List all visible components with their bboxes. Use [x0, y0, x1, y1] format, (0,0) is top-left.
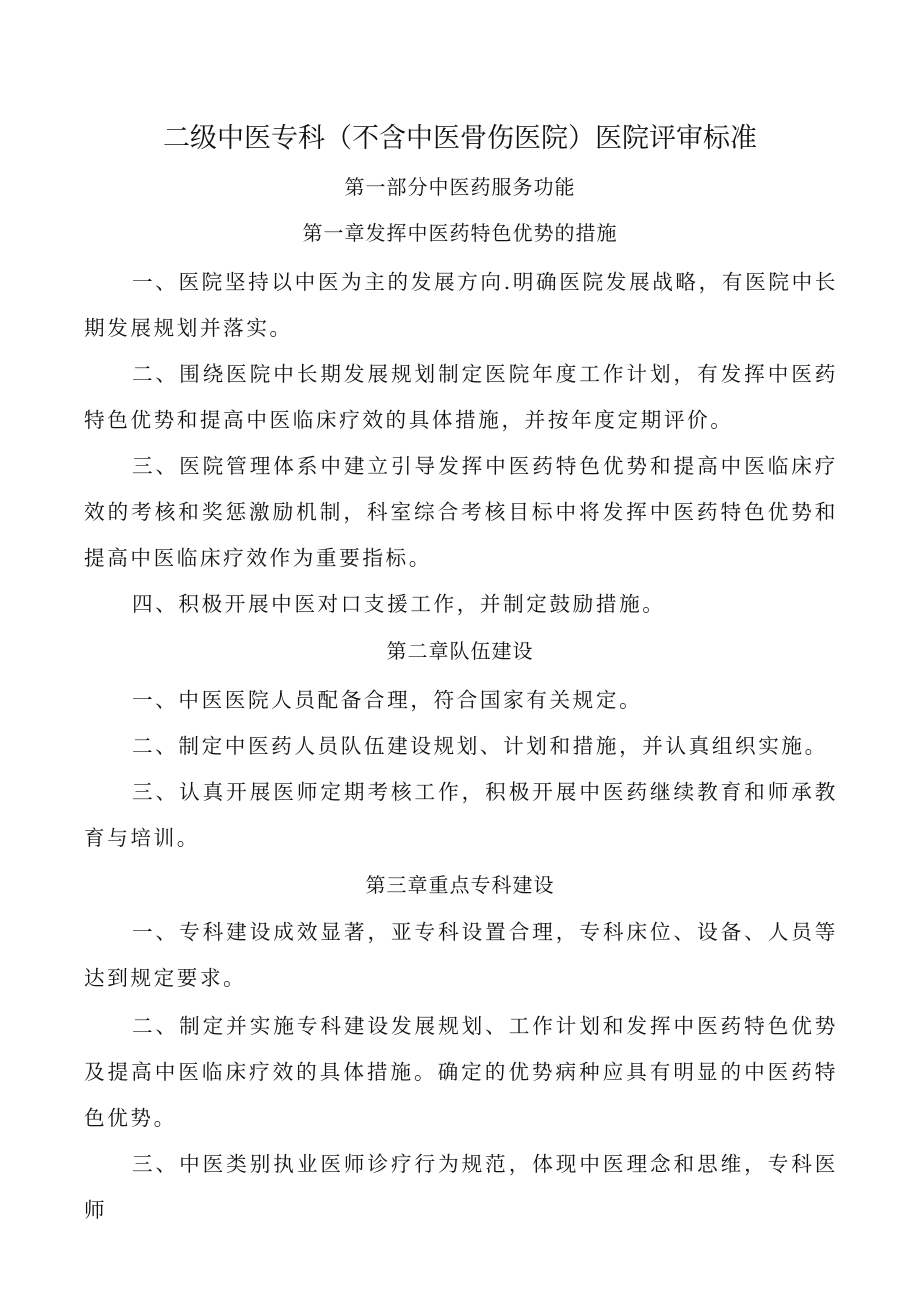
part-heading: 第一部分中医药服务功能 [344, 175, 576, 199]
chapter-heading-1: 第一章发挥中医药特色优势的措施 [302, 221, 618, 245]
chapter-heading-3: 第三章重点专科建设 [365, 873, 555, 897]
chapter-3-item-2: 二、制定并实施专科建设发展规划、工作计划和发挥中医药特色优势及提高中医临床疗效的具体措施。确定的优势病种应具有明显的中医药特色优势。 [84, 1014, 838, 1130]
chapter-1-item-1: 一、医院坚持以中医为主的发展方向.明确医院发展战略，有医院中长期发展规划并落实。 [84, 270, 838, 340]
chapter-1-item-4: 四、积极开展中医对口支援工作，并制定鼓励措施。 [132, 592, 666, 616]
document-title: 二级中医专科（不含中医骨伤医院）医院评审标准 [163, 123, 757, 154]
chapter-3-item-3: 三、中医类别执业医师诊疗行为规范，体现中医理念和思维，专科医师 [84, 1152, 838, 1222]
chapter-2-item-2: 二、制定中医药人员队伍建设规划、计划和措施，并认真组织实施。 [132, 734, 828, 758]
chapter-heading-2: 第二章队伍建设 [386, 639, 534, 663]
chapter-1-item-3: 三、医院管理体系中建立引导发挥中医药特色优势和提高中医临床疗效的考核和奖惩激励机制，科室综合考核目标中将发挥中医药特色优势和提高中医临床疗效作为重要指标。 [84, 454, 838, 570]
chapter-1-item-2: 二、围绕医院中长期发展规划制定医院年度工作计划，有发挥中医药特色优势和提高中医临床疗效的具体措施，并按年度定期评价。 [84, 362, 838, 432]
chapter-2-item-1: 一、中医医院人员配备合理，符合国家有关规定。 [132, 688, 643, 712]
chapter-2-item-3: 三、认真开展医师定期考核工作，积极开展中医药继续教育和师承教育与培训。 [84, 780, 838, 850]
chapter-3-item-1: 一、专科建设成效显著，亚专科设置合理，专科床位、设备、人员等达到规定要求。 [84, 920, 838, 990]
